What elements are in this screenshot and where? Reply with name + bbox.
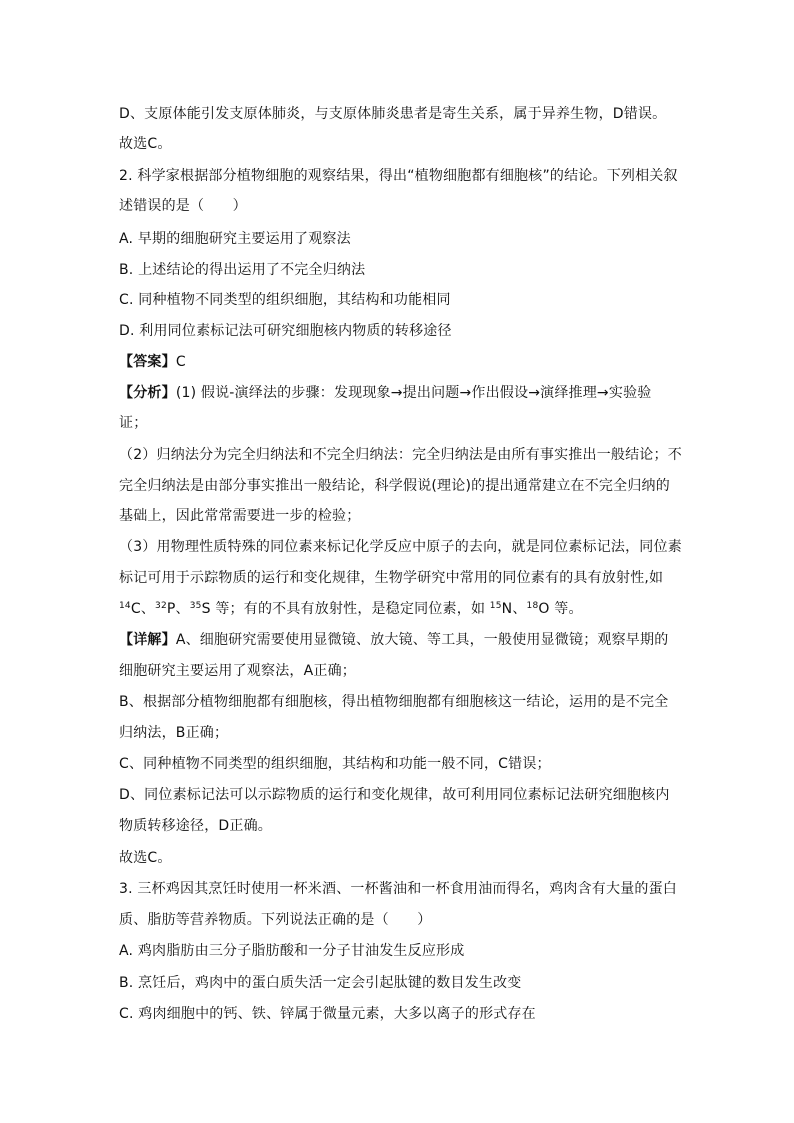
p-mass-number: 32 [155, 601, 167, 611]
q2-conclusion: 故选C。 [119, 850, 172, 866]
analysis-label: 【分析】 [119, 385, 176, 401]
q2-option-a: A. 早期的细胞研究主要运用了观察法 [119, 231, 351, 247]
q2-analysis-2c: 基础上，因此常常需要进一步的检验； [119, 508, 361, 524]
q2-analysis-1a [119, 383, 679, 403]
o-symbol: O 等。 [538, 601, 583, 617]
c-symbol: C、 [130, 601, 156, 617]
analysis-text: (1) 假说-演绎法的步骤：发现现象→提出问题→作出假设→演绎推理→实验验 [175, 385, 652, 401]
q2-detail-a2: 细胞研究主要运用了观察法，A正确； [119, 663, 356, 679]
q3-option-b: B. 烹饪后，鸡肉中的蛋白质失活一定会引起肽键的数目发生改变 [119, 975, 522, 991]
q3-option-a: A. 鸡肉脂肪由三分子脂肪酸和一分子甘油发生反应形成 [119, 943, 465, 959]
q2-stem-line-2: 述错误的是（ ） [119, 198, 247, 214]
q3-option-c: C. 鸡肉细胞中的钙、铁、锌属于微量元素，大多以离子的形式存在 [119, 1006, 536, 1022]
q2-answer [119, 352, 679, 372]
q2-detail-b1: B、根据部分植物细胞都有细胞核，得出植物细胞都有细胞核这一结论，运用的是不完全 [119, 694, 669, 710]
q2-detail-a1 [119, 630, 679, 650]
answer-label: 【答案】 [119, 354, 176, 370]
q2-analysis-2a: （2）归纳法分为完全归纳法和不完全归纳法：完全归纳法是由所有事实推出一般结论；不 [119, 447, 682, 463]
n-mass-number: 15 [489, 601, 502, 611]
q2-detail-b2: 归纳法，B正确； [119, 725, 229, 741]
s-mass-number: 35 [189, 601, 202, 611]
q2-option-b: B. 上述结论的得出运用了不完全归纳法 [119, 262, 366, 278]
o-mass-number: 18 [526, 601, 539, 611]
detail-text: A、细胞研究需要使用显微镜、放大镜、等工具，一般使用显微镜；观察早期的 [175, 632, 669, 648]
c-mass-number: 14 [119, 601, 131, 611]
n-symbol: N、 [501, 601, 527, 617]
q2-analysis-3a: （3）用物理性质特殊的同位素来标记化学反应中原子的去向，就是同位素标记法，同位素 [119, 539, 682, 555]
detail-label: 【详解】 [119, 632, 176, 648]
q2-option-c: C. 同种植物不同类型的组织细胞，其结构和功能相同 [119, 292, 451, 308]
p-symbol: P、 [166, 601, 190, 617]
q2-analysis-1b: 证； [119, 415, 148, 431]
q2-detail-d1: D、同位素标记法可以示踪物质的运行和变化规律，故可利用同位素标记法研究细胞核内 [119, 787, 670, 803]
q2-analysis-3b: 标记可用于示踪物质的运行和变化规律，生物学研究中常用的同位素有的具有放射性,如 [119, 570, 664, 586]
s-symbol: S 等；有的不具有放射性，是稳定同位素，如 [201, 601, 490, 617]
q2-analysis-2b: 完全归纳法是由部分事实推出一般结论，科学假说(理论)的提出通常建立在不完全归纳的 [119, 478, 670, 494]
prev-option-d-explanation: D、支原体能引发支原体肺炎，与支原体肺炎患者是寄生关系，属于异养生物，D错误。 [119, 106, 667, 122]
q2-analysis-isotopes [119, 599, 679, 619]
q2-detail-d2: 物质转移途径，D正确。 [119, 818, 272, 834]
q3-stem-line-1: 3. 三杯鸡因其烹饪时使用一杯米酒、一杯酱油和一杯食用油而得名，鸡肉含有大量的蛋白 [119, 881, 678, 897]
q2-detail-c: C、同种植物不同类型的组织细胞，其结构和功能一般不同，C错误； [119, 756, 551, 772]
answer-value: C [175, 354, 186, 370]
q2-option-d: D. 利用同位素标记法可研究细胞核内物质的转移途径 [119, 323, 452, 339]
q2-stem-line-1: 2. 科学家根据部分植物细胞的观察结果，得出“植物细胞都有细胞核”的结论。下列相关叙 [119, 168, 678, 184]
prev-conclusion: 故选C。 [119, 136, 172, 152]
q3-stem-line-2: 质、脂肪等营养物质。下列说法正确的是（ ） [119, 912, 432, 928]
